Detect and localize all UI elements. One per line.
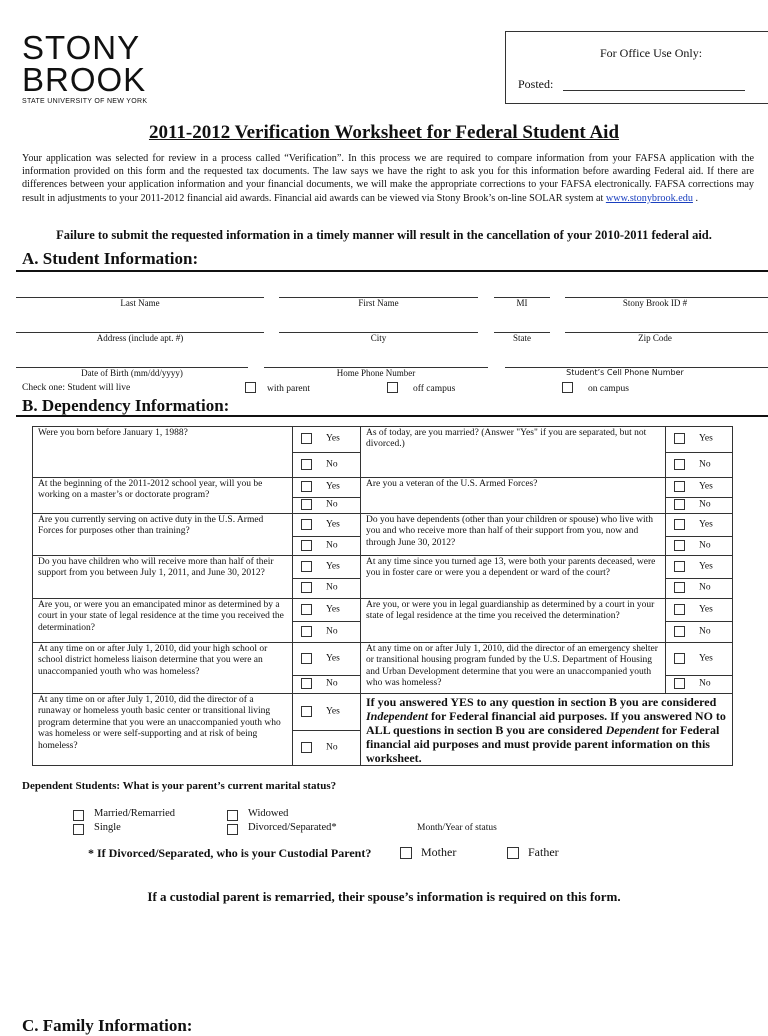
question-children-support: Do you have children who will receive more than half of their support from you between July 1, 2011, and June 30, 2012? (33, 556, 293, 599)
logo-line-1: STONY (22, 29, 141, 66)
question-graduate-program: At the beginning of the 2011-2012 school year, will you be working on a master’s or doctorate program? (33, 478, 293, 514)
yes-label: Yes (699, 604, 713, 615)
result-text-3: for Federal financial aid purposes and must provide parent information on this worksheet. (366, 723, 720, 765)
table-row (33, 556, 733, 579)
with-parent-checkbox[interactable] (245, 382, 256, 393)
father-checkbox[interactable] (507, 847, 519, 859)
divorced-checkbox[interactable] (227, 824, 238, 835)
single-checkbox[interactable] (73, 824, 84, 835)
divorced-label: Divorced/Separated* (248, 822, 337, 833)
mi-label: MI (516, 298, 528, 308)
last-name-label: Last Name (120, 298, 160, 308)
q6-yes-option[interactable] (666, 514, 733, 537)
q12-no-option[interactable] (666, 676, 733, 694)
widowed-checkbox[interactable] (227, 810, 238, 821)
section-a-heading: A. Student Information: (22, 249, 199, 268)
remarried-note: If a custodial parent is remarried, their spouse’s information is required on this form. (147, 889, 621, 904)
cell-phone-label: Student’s Cell Phone Number (566, 368, 684, 377)
question-dependents: Do you have dependents (other than your children or spouse) who live with you and who receive more than half of their support from you, now and through June 30, 2012? (361, 514, 666, 556)
home-phone-label: Home Phone Number (336, 368, 416, 378)
q10-yes-option[interactable] (666, 599, 733, 622)
q2-yes-option[interactable] (666, 427, 733, 453)
no-label: No (699, 459, 711, 470)
question-born-before-1988: Were you born before January 1, 1988? (33, 427, 293, 478)
posted-label: Posted: (518, 77, 554, 91)
no-label: No (699, 540, 711, 551)
dob-label: Date of Birth (mm/dd/yyyy) (81, 368, 183, 378)
q10-no-option[interactable] (666, 622, 733, 643)
q8-yes-checkbox[interactable] (674, 561, 685, 572)
dependency-result-note (361, 694, 733, 766)
q2-yes-checkbox[interactable] (674, 433, 685, 444)
yes-label: Yes (699, 519, 713, 530)
q9-no-option[interactable] (293, 622, 361, 643)
warning-text: Failure to submit the requested information in a timely manner will result in the cancellation of your 2010-2011 federal aid. (56, 228, 712, 242)
yes-label: Yes (699, 653, 713, 664)
yes-label: Yes (699, 561, 713, 572)
section-c-heading: C. Family Information: (22, 1016, 193, 1035)
no-label: No (326, 500, 338, 511)
q1-no-option[interactable] (293, 453, 361, 478)
no-label: No (326, 459, 338, 470)
marital-status-question: Dependent Students: What is your parent’s current marital status? (22, 780, 337, 792)
on-campus-checkbox[interactable] (562, 382, 573, 393)
yes-label: Yes (326, 561, 340, 572)
married-checkbox[interactable] (73, 810, 84, 821)
no-label: No (326, 583, 338, 594)
question-hud-shelter: At any time on or after July 1, 2010, did the director of an emergency shelter or transitional housing program funded by the U.S. Department of Housing and Urban Development determine that you were an unaccompanied youth who was homeless? (361, 643, 666, 694)
q10-no-checkbox[interactable] (674, 626, 685, 637)
independent-term: Independent (366, 709, 429, 723)
q11-no-option[interactable] (293, 676, 361, 694)
q10-yes-checkbox[interactable] (674, 604, 685, 615)
q13-no-checkbox[interactable] (301, 742, 312, 753)
yes-label: Yes (699, 482, 713, 493)
yes-label: Yes (326, 653, 340, 664)
result-text-1: If you answered YES to any question in section B you are considered (366, 695, 717, 709)
q3-yes-checkbox[interactable] (301, 481, 312, 492)
q11-yes-option[interactable] (293, 643, 361, 676)
q8-no-option[interactable] (666, 579, 733, 599)
q5-no-checkbox[interactable] (301, 540, 312, 551)
section-b-rule (16, 415, 768, 417)
q1-yes-option[interactable] (293, 427, 361, 453)
question-veteran: Are you a veteran of the U.S. Armed Forces? (361, 478, 666, 514)
q8-yes-option[interactable] (666, 556, 733, 579)
table-row (33, 694, 733, 731)
q3-no-option[interactable] (293, 498, 361, 514)
stony-brook-logo (22, 29, 152, 105)
intro-paragraph (22, 152, 754, 205)
yes-label: Yes (326, 482, 340, 493)
q9-yes-checkbox[interactable] (301, 604, 312, 615)
yes-label: Yes (326, 706, 340, 717)
q6-no-option[interactable] (666, 537, 733, 556)
yes-label: Yes (326, 434, 340, 445)
zip-label: Zip Code (638, 333, 672, 343)
q5-no-option[interactable] (293, 537, 361, 556)
q7-no-option[interactable] (293, 579, 361, 599)
no-label: No (699, 583, 711, 594)
yes-label: Yes (326, 604, 340, 615)
live-check-prompt: Check one: Student will live (22, 383, 131, 393)
question-runaway-youth-center: At any time on or after July 1, 2010, did the director of a runaway or homeless youth basic center or transitional living program determine that you were an unaccompanied youth who was homeless or were self-supporting and at risk of being homeless? (33, 694, 293, 766)
q9-yes-option[interactable] (293, 599, 361, 622)
q6-yes-checkbox[interactable] (674, 519, 685, 530)
q7-no-checkbox[interactable] (301, 582, 312, 593)
on-campus-label: on campus (588, 384, 629, 394)
section-a-rule (16, 270, 768, 272)
question-orphan-foster: At any time since you turned age 13, were both your parents deceased, were you in foster care or were you a dependent or ward of the court? (361, 556, 666, 599)
mother-checkbox[interactable] (400, 847, 412, 859)
question-active-duty: Are you currently serving on active duty in the U.S. Armed Forces for purposes other than training? (33, 514, 293, 556)
widowed-label: Widowed (248, 808, 289, 819)
first-name-label: First Name (358, 298, 399, 308)
custodial-parent-question: * If Divorced/Separated, who is your Custodial Parent? (88, 846, 372, 860)
intro-text: Your application was selected for review in a process called “Verification”. In this process we are required to compare information from your FAFSA application with the information provided on this form and the requested tax documents. The law says we have the right to ask you for this information before awarding Federal aid. If there are differences between your application information and your financial documents, we will make the appropriate corrections to your FAFSA electronically. FAFSA corrections may result in adjustments to your 2011-2012 financial aid awards. Financial aid awards can be viewed via Stony Brook’s on-line SOLAR system at (22, 153, 754, 204)
section-b-heading: B. Dependency Information: (22, 396, 230, 415)
off-campus-checkbox[interactable] (387, 382, 398, 393)
q9-no-checkbox[interactable] (301, 626, 312, 637)
state-label: State (513, 333, 531, 343)
table-row (33, 514, 733, 537)
question-legal-guardianship: Are you, or were you in legal guardianship as determined by a court in your state of legal residence at the time you received the determination? (361, 599, 666, 643)
q5-yes-checkbox[interactable] (301, 519, 312, 530)
office-use-box (505, 31, 768, 104)
table-row (33, 599, 733, 622)
q3-no-checkbox[interactable] (301, 499, 312, 510)
father-label: Father (528, 845, 559, 859)
q13-yes-option[interactable] (293, 694, 361, 731)
q4-no-option[interactable] (666, 498, 733, 514)
dependent-term: Dependent (605, 723, 659, 737)
q4-no-checkbox[interactable] (674, 499, 685, 510)
mother-label: Mother (421, 845, 457, 859)
table-row (33, 643, 733, 676)
off-campus-label: off campus (413, 384, 456, 394)
q2-no-option[interactable] (666, 453, 733, 478)
q13-yes-checkbox[interactable] (301, 706, 312, 717)
city-label: City (370, 333, 387, 343)
posted-field[interactable] (563, 90, 745, 91)
q4-yes-checkbox[interactable] (674, 481, 685, 492)
page-title: 2011-2012 Verification Worksheet for Federal Student Aid (148, 122, 620, 143)
sbu-id-label: Stony Brook ID # (622, 298, 688, 308)
logo-subtitle: STATE UNIVERSITY OF NEW YORK (22, 98, 148, 105)
q7-yes-option[interactable] (293, 556, 361, 579)
with-parent-label: with parent (267, 384, 311, 394)
q7-yes-checkbox[interactable] (301, 561, 312, 572)
result-text-2: for Federal financial aid purposes. If you answered NO to ALL questions in section B you are considered (366, 709, 726, 737)
question-emancipated-minor: Are you, or were you an emancipated minor as determined by a court in your state of legal residence at the time you received the determination? (33, 599, 293, 643)
q5-yes-option[interactable] (293, 514, 361, 537)
stonybrook-link[interactable]: www.stonybrook.edu (605, 192, 693, 204)
q6-no-checkbox[interactable] (674, 540, 685, 551)
question-married: As of today, are you married? (Answer "Yes" if you are separated, but not divorced.) (361, 427, 666, 478)
office-use-title: For Office Use Only: (600, 46, 703, 60)
no-label: No (699, 626, 711, 637)
single-label: Single (94, 822, 121, 833)
dependency-table (32, 426, 733, 766)
no-label: No (326, 742, 338, 753)
no-label: No (326, 626, 338, 637)
no-label: No (699, 500, 711, 511)
q1-no-checkbox[interactable] (301, 459, 312, 470)
no-label: No (699, 679, 711, 690)
question-school-homeless-liaison: At any time on or after July 1, 2010, did your high school or school district homeless liaison determine that you were an unaccompanied youth who was homeless? (33, 643, 293, 694)
yes-label: Yes (326, 519, 340, 530)
table-row (33, 478, 733, 498)
q2-no-checkbox[interactable] (674, 459, 685, 470)
q8-no-checkbox[interactable] (674, 582, 685, 593)
q11-no-checkbox[interactable] (301, 678, 312, 689)
q1-yes-checkbox[interactable] (301, 433, 312, 444)
married-label: Married/Remarried (94, 808, 176, 819)
table-row (33, 427, 733, 453)
no-label: No (326, 679, 338, 690)
address-label: Address (include apt. #) (96, 333, 184, 343)
month-year-label: Month/Year of status (417, 823, 497, 833)
q12-yes-option[interactable] (666, 643, 733, 676)
q3-yes-option[interactable] (293, 478, 361, 498)
q11-yes-checkbox[interactable] (301, 653, 312, 664)
q4-yes-option[interactable] (666, 478, 733, 498)
yes-label: Yes (699, 434, 713, 445)
q12-no-checkbox[interactable] (674, 678, 685, 689)
logo-line-2: BROOK (22, 61, 147, 98)
no-label: No (326, 540, 338, 551)
q12-yes-checkbox[interactable] (674, 653, 685, 664)
q13-no-option[interactable] (293, 730, 361, 766)
intro-end: . (692, 192, 699, 204)
